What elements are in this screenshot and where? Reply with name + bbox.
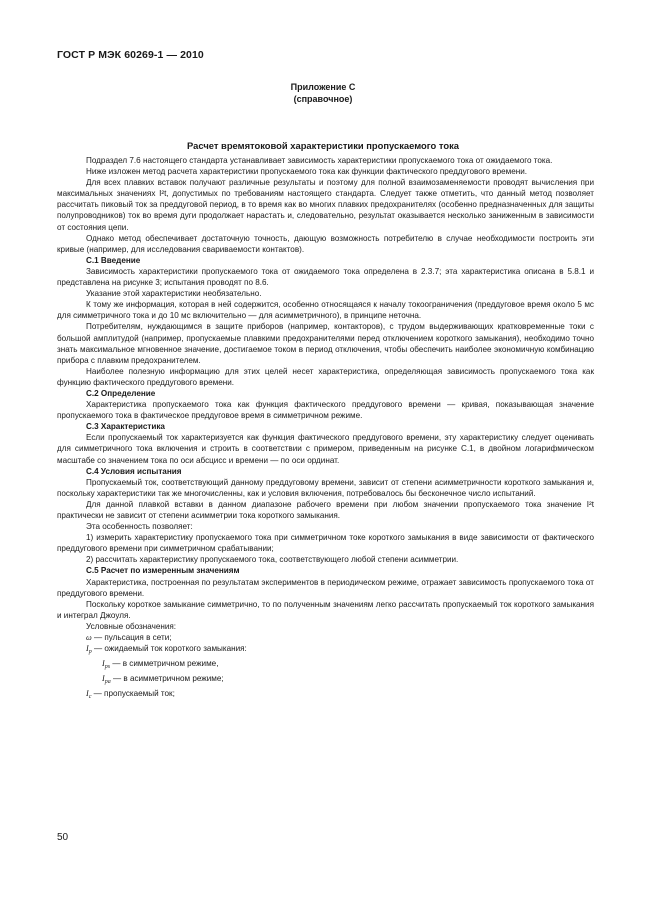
symbol: I: [86, 644, 89, 654]
paragraph: Условные обозначения:: [86, 621, 177, 631]
paragraph: Поскольку короткое замыкание симметрично, то по полученным значениям легко рассчитать пропускаемый ток короткого замыкания и интеграл Джоуля.: [57, 599, 594, 620]
symbol: I: [102, 659, 105, 669]
symbol-description: — ожидаемый ток короткого замыкания:: [93, 644, 247, 654]
appendix-label: Приложение С: [290, 82, 356, 92]
appendix-type: (справочное): [293, 94, 353, 104]
paragraph: К тому же информация, которая в ней содержится, особенно относящаяся к началу токоограничения (преддуговое время около 5 мс для симметричного тока и до 10 мс включительно — для асимметричного), в принципе неточна.: [57, 300, 594, 321]
paragraph: Характеристика пропускаемого тока как функция фактического преддугового времени — кривая, показывающая значение пропускаемого тока в фактическое преддуговое время в симметричном режиме.: [57, 400, 594, 421]
document-header: ГОСТ Р МЭК 60269-1 — 2010: [57, 49, 204, 61]
paragraph: Ниже изложен метод расчета характеристики пропускаемого тока как функции фактического преддугового времени.: [86, 167, 528, 177]
symbol-description: — пульсация в сети;: [94, 633, 172, 643]
paragraph: 2) рассчитать характеристику пропускаемого тока, соответствующего любой степени асимметрии.: [86, 555, 459, 565]
symbol-item: [57, 632, 594, 643]
paragraph: Для всех плавких вставок получают различные результаты и поэтому для полной взаимозаменяемости проводят вычисления при максимальных значениях I²t, допустимых по требованиям настоящего стандарта. Следует также отметить, что данный метод позволяет рассчитать пиковый ток за преддуговой период, в то время как во многих плавких предохранителях (особенно предназначенных для защиты полупроводников) ток во время дуги продолжает нарастать и, следовательно, результат оказывается несколько заниженным в зависимости от состояния цепи.: [57, 178, 594, 232]
paragraph: Однако метод обеспечивает достаточную точность, дающую возможность потребителю в случае необходимости построить эти кривые (например, для исследования свариваемости контактов).: [57, 233, 594, 254]
subsection-heading: С.1 Введение: [86, 255, 141, 265]
paragraph: Для данной плавкой вставки в данном диапазоне рабочего времени при любом значении пропускаемого тока значение I²t практически не зависит от степени асимметрии тока короткого замыкания.: [57, 499, 594, 520]
symbol-subscript: pa: [104, 679, 111, 686]
paragraph: 1) измерить характеристику пропускаемого тока при симметричном токе короткого замыкания в виде зависимости от фактического преддугового времени при симметричном срабатывании;: [57, 533, 594, 554]
paragraph: Пропускаемый ток, соответствующий данному преддуговому времени, зависит от степени асимметричности короткого замыкания и, поскольку характеристики так же многочисленны, как и условия включения, потребовалось бы бесконечное число испытаний.: [57, 477, 594, 498]
page-number: 50: [57, 832, 69, 843]
symbol: I: [102, 674, 105, 684]
symbol: I: [86, 689, 89, 699]
symbol-description: — в асимметричном режиме;: [112, 674, 224, 684]
symbol-item: [57, 673, 594, 688]
paragraph: Потребителям, нуждающимся в защите приборов (например, контакторов), с трудом выдерживающих кратковременные токи с большой амплитудой (например, пропускаемые плавкими предохранителями перед отключением короткого замыкания), необходимо точно знать максимальное мгновенное значение, достигаемое током в период отключения, чтобы обеспечить наиболее экономичную комбинацию прибора с плавким предохранителем.: [57, 322, 594, 365]
appendix-heading: [0, 81, 646, 105]
paragraph: Характеристика, построенная по результатам экспериментов в периодическом режиме, отражает зависимость пропускаемого тока от преддугового времени.: [57, 577, 594, 598]
symbol-item: [57, 688, 594, 703]
symbol-subscript: p: [88, 649, 92, 656]
symbol: ω: [86, 633, 92, 643]
paragraph: Зависимость характеристики пропускаемого тока от ожидаемого тока определена в 2.3.7; эта характеристика описана в 5.8.1 и представлена на рисунке 3; испытания проводят по 8.6.: [57, 266, 594, 288]
symbol-item: [57, 658, 594, 673]
paragraph: Если пропускаемый ток характеризуется как функция фактического преддугового времени, эту характеристику следует оценивать для симметричного тока включения и строить в соответствии с примером, приведенным на рисунке С.1, в двойном логарифмическом масштабе со значением тока по оси абсцисс и времени — по оси ординат.: [57, 433, 594, 465]
paragraph: Наиболее полезную информацию для этих целей несет характеристика, определяющая зависимость пропускаемого тока как функцию фактического преддугового времени.: [57, 366, 594, 387]
paragraph: Эта особенность позволяет:: [86, 522, 193, 532]
symbol-subscript: ps: [104, 664, 111, 671]
subsection-heading: С.3 Характеристика: [86, 422, 165, 432]
body-text: [57, 155, 594, 704]
subsection-heading: С.4 Условия испытания: [86, 466, 182, 476]
subsection-heading: С.2 Определение: [86, 388, 156, 398]
symbol-subscript: c: [88, 694, 92, 701]
symbol-item: [57, 643, 594, 658]
subsection-heading: С.5 Расчет по измеренным значениям: [86, 566, 240, 576]
symbol-description: — пропускаемый ток;: [93, 689, 175, 699]
section-title: Расчет времятоковой характеристики пропускаемого тока: [187, 140, 459, 151]
symbol-description: — в симметричном режиме,: [112, 659, 219, 669]
paragraph: Подраздел 7.6 настоящего стандарта устанавливает зависимость характеристики пропускаемого тока от ожидаемого тока.: [86, 156, 553, 165]
paragraph: Указание этой характеристики необязательно.: [86, 289, 262, 299]
